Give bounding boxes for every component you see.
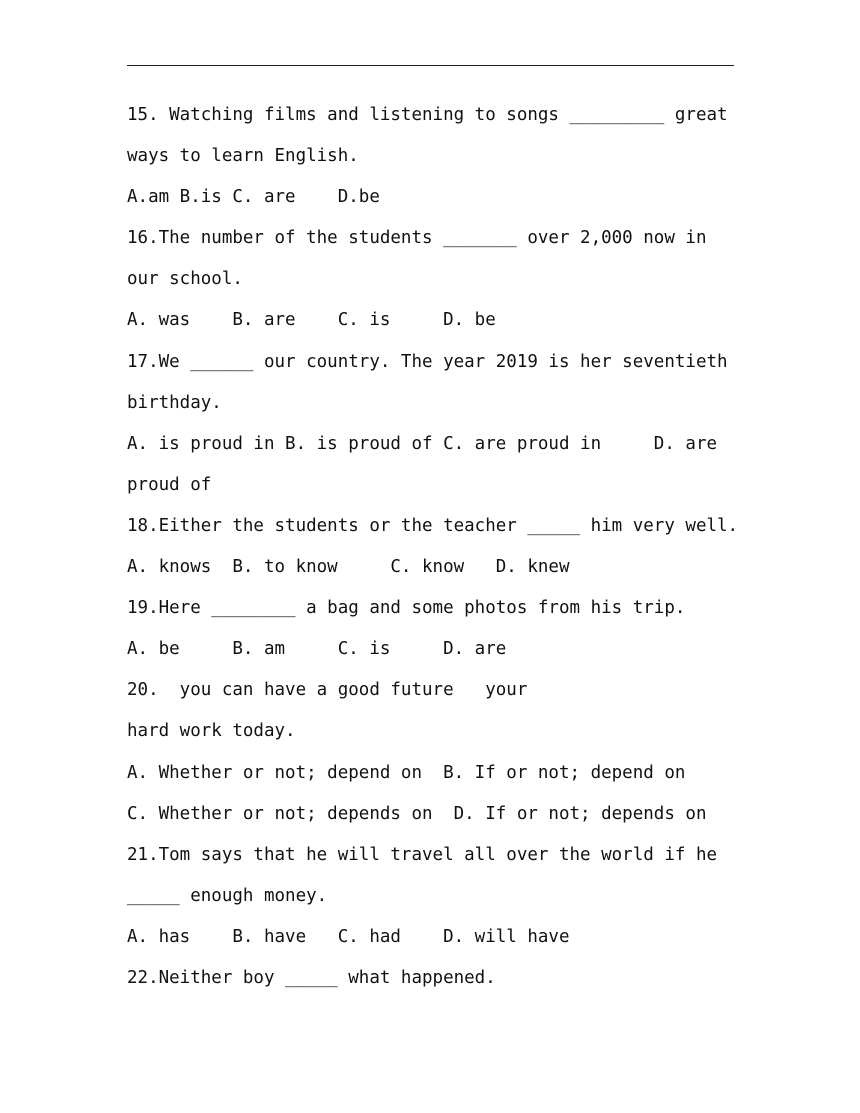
q17-stem-line-1: 17.We ______ our country. The year 2019 is her seventieth	[127, 351, 728, 372]
q21-options: A. has B. have C. had D. will have	[127, 926, 570, 947]
q16-options: A. was B. are C. is D. be	[127, 310, 496, 331]
q15-options: A.am B.is C. are D.be	[127, 187, 380, 208]
header-divider	[127, 65, 734, 66]
question-list	[127, 95, 742, 999]
q21-stem-line-2: _____ enough money.	[127, 885, 328, 906]
q17-stem-line-2: birthday.	[127, 392, 222, 413]
q19-stem: 19.Here ________ a bag and some photos from his trip.	[127, 598, 686, 619]
q17-options-line-1: A. is proud in B. is proud of C. are proud in D. are	[127, 433, 718, 454]
q21-stem-line-1: 21.Tom says that he will travel all over the world if he	[127, 844, 718, 865]
q17-options-line-2: proud of	[127, 474, 212, 495]
q22-stem: 22.Neither boy _____ what happened.	[127, 967, 496, 988]
q20-options-line-1: A. Whether or not; depend on B. If or not; depend on	[127, 762, 686, 783]
q15-stem-line-1: 15. Watching films and listening to songs _________ great	[127, 105, 728, 125]
q20-stem-line-2: hard work today.	[127, 721, 296, 742]
q19-options: A. be B. am C. is D. are	[127, 639, 507, 660]
q18-options: A. knows B. to know C. know D. knew	[127, 557, 570, 578]
q18-stem: 18.Either the students or the teacher _____ him very well.	[127, 515, 739, 536]
q15-stem-line-2: ways to learn English.	[127, 146, 359, 167]
q20-options-line-2: C. Whether or not; depends on D. If or not; depends on	[127, 803, 707, 824]
q20-stem-line-1: 20. you can have a good future your	[127, 680, 528, 701]
q16-stem-line-2: our school.	[127, 269, 243, 290]
q16-stem-line-1: 16.The number of the students _______ over 2,000 now in	[127, 228, 707, 249]
